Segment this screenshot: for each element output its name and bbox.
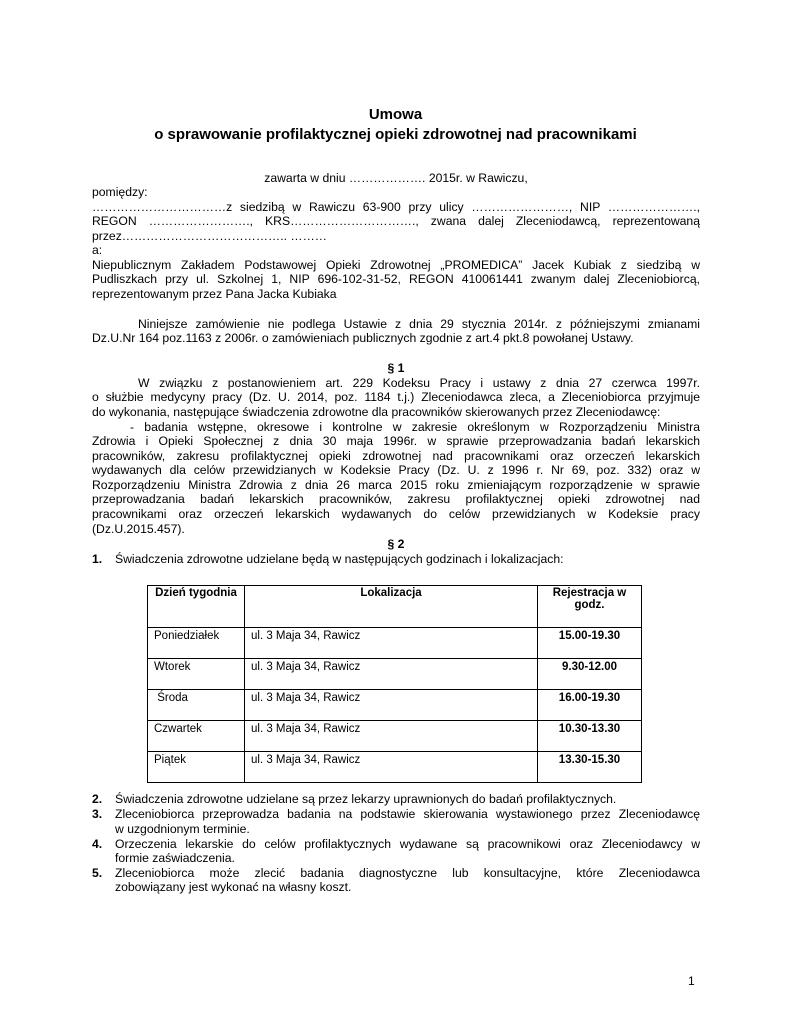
hours-cell: 15.00-19.30	[538, 628, 642, 659]
page-number: 1	[688, 974, 695, 988]
header-registration	[538, 586, 642, 628]
section2-heading: § 2	[387, 537, 405, 551]
table-row	[148, 690, 642, 721]
party2-line-3: reprezentowanym przez Pana Jacka Kubiaka	[92, 287, 337, 301]
location-cell: ul. 3 Maja 34, Rawicz	[245, 721, 538, 752]
party1-line-2: REGON ……………………., KRS…………………………., zwana dalej Zleceniodawcą, reprezentowaną	[92, 214, 700, 228]
hours-cell: 10.30-13.30	[538, 721, 642, 752]
item-number: 4.	[92, 837, 103, 851]
section1-line-7: wydawanych dla celów przewidzianych w Kodeksie Pracy (Dz. U. z 1996 r. Nr 69, poz. 332) oraz w	[92, 463, 700, 477]
section1-line-5: Zdrowia i Opieki Społecznej z dnia 30 maja 1996r. w sprawie przeprowadzania badań lekarskich	[92, 434, 700, 448]
header-location: Lokalizacja	[245, 586, 538, 628]
day-cell: Wtorek	[148, 659, 245, 690]
header-registration-line-2: godz.	[574, 599, 605, 611]
document-title: Umowa	[368, 106, 423, 123]
location-cell: ul. 3 Maja 34, Rawicz	[245, 628, 538, 659]
hours-cell: 16.00-19.30	[538, 690, 642, 721]
section1-line-4: - badania wstępne, okresowe i kontrolne w zakresie określonym w Rozporządzeniu Ministra	[130, 420, 700, 434]
party2-line-1: Niepublicznym Zakładem Podstawowej Opieki Zdrowotnej „PROMEDICA” Jacek Kubiak z siedzibą w	[92, 258, 700, 272]
section1-line-6: pracowników, zakresu profilaktycznej opieki zdrowotnej nad pracownikami oraz orzeczeń lekarskich	[92, 449, 700, 463]
section1-line-10: pracownikami oraz orzeczeń lekarskich wydawanych do celów przewidzianych w Kodeksie pracy	[92, 507, 700, 521]
document-subtitle: o sprawowanie profilaktycznej opieki zdrowotnej nad pracownikami	[154, 126, 637, 143]
party1-line-1: ……………………………z siedzibą w Rawiczu 63-900 przy ulicy ……………………, NIP ………………….,	[92, 200, 700, 214]
notice-line-1: Niniejsze zamówienie nie podlega Ustawie z dnia 29 stycznia 2014r. z późniejszymi zmianami	[138, 317, 700, 331]
and-label: a:	[92, 243, 103, 257]
section1-line-8: Rozporządzeniu Ministra Zdrowia z dnia 26 marca 2015 roku zmieniającym rozporządzenie w sprawie	[92, 478, 700, 492]
hours-cell: 9.30-12.00	[538, 659, 642, 690]
party2-line-2: Pudliszkach przy ul. Szkolnej 1, NIP 696-102-31-52, REGON 410061441 zwanym dalej Zleceniobiorcą,	[92, 272, 700, 286]
item-4-line-2: formie zaświadczenia.	[115, 851, 235, 865]
section1-heading: § 1	[387, 361, 405, 375]
location-cell: ul. 3 Maja 34, Rawicz	[245, 659, 538, 690]
hours-table	[147, 585, 642, 783]
party1-line-3: przez………………………………….. ………	[92, 229, 327, 243]
table-row	[148, 628, 642, 659]
item-3-line-2: w uzgodnionym terminie.	[115, 822, 250, 836]
item-4-line-1: Orzeczenia lekarskie do celów profilaktycznych wydawane są pracownikowi oraz Zleceniodawcy w	[115, 837, 700, 851]
section1-line-11: (Dz.U.2015.457).	[92, 522, 185, 536]
item-2-text: Świadczenia zdrowotne udzielane są przez lekarzy uprawnionych do badań profilaktycznych.	[115, 792, 617, 806]
item-5-line-2: zobowiązany jest wykonać na własny koszt.	[115, 880, 352, 894]
hours-cell: 13.30-15.30	[538, 752, 642, 783]
concluded-line: zawarta w dniu ………………. 2015r. w Rawiczu,	[264, 171, 528, 185]
day-cell: Środa	[148, 690, 245, 721]
day-cell: Poniedziałek	[148, 628, 245, 659]
item-3-line-1: Zleceniobiorca przeprowadza badania na podstawie skierowania wystawionego przez Zleceniodawcę	[115, 807, 700, 821]
section1-line-9: przeprowadzania badań lekarskich pracowników, zakresu profilaktycznej opieki zdrowotnej nad	[92, 492, 700, 506]
section1-line-1: W związku z postanowieniem art. 229 Kodeksu Pracy i ustawy z dnia 27 czerwca 1997r.	[138, 376, 700, 390]
table-row	[148, 659, 642, 690]
location-cell: ul. 3 Maja 34, Rawicz	[245, 752, 538, 783]
header-day: Dzień tygodnia	[148, 586, 245, 628]
day-cell: Czwartek	[148, 721, 245, 752]
table-row	[148, 752, 642, 783]
between-label: pomiędzy:	[92, 185, 148, 199]
item-number: 2.	[92, 792, 103, 806]
item-5-line-1: Zleceniobiorca może zlecić badania diagnostyczne lub konsultacyjne, które Zleceniodawca	[115, 866, 700, 880]
table-row	[148, 721, 642, 752]
day-cell: Piątek	[148, 752, 245, 783]
item-number: 3.	[92, 807, 103, 821]
item-number: 1.	[92, 552, 103, 566]
item-number: 5.	[92, 866, 103, 880]
table-header-row	[148, 586, 642, 628]
section1-line-3: do wykonania, następujące świadczenia zdrowotne dla pracowników skierowanych przez Zleceniodawcę:	[92, 405, 661, 419]
item-1-text: Świadczenia zdrowotne udzielane będą w następujących godzinach i lokalizacjach:	[115, 552, 564, 566]
location-cell: ul. 3 Maja 34, Rawicz	[245, 690, 538, 721]
notice-line-2: Dz.U.Nr 164 poz.1163 z 2006r. o zamówieniach publicznych zgodnie z art.4 pkt.8 powołanej Ustawy.	[92, 331, 634, 345]
section1-line-2: o służbie medycyny pracy (Dz. U. 2014, poz. 1184 t.j.) Zleceniodawca zleca, a Zleceniobiorca przyjmuje	[92, 390, 700, 404]
header-registration-line-1: Rejestracja w	[552, 587, 627, 599]
